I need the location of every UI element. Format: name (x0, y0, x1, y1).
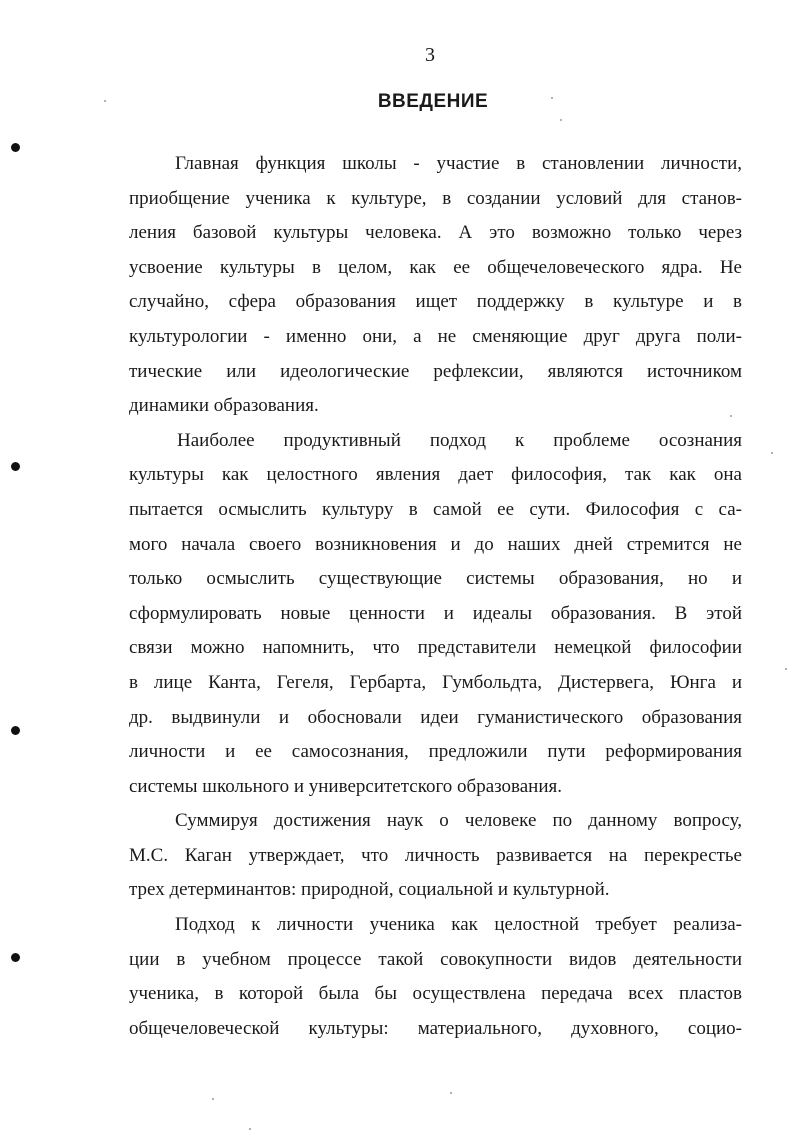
text-line: усвоение культуры в целом, как ее общечеловеческого ядра. Не (129, 256, 742, 278)
text-line: др. выдвинули и обосновали идеи гуманистического образования (129, 706, 742, 728)
text-line: общечеловеческой культуры: материального, духовного, социо- (129, 1017, 742, 1039)
text-line: пытается осмыслить культуру в самой ее сути. Философия с са- (129, 498, 742, 520)
text-line: Подход к личности ученика как целостной требует реализа- (175, 914, 742, 936)
text-line: культуры как целостного явления дает философия, так как она (129, 464, 742, 486)
text-line: Главная функция школы - участие в становлении личности, (175, 153, 742, 174)
text-line: сформулировать новые ценности и идеалы образования. В этой (129, 602, 742, 624)
text-line: в лице Канта, Гегеля, Гербарта, Гумбольдта, Дистервега, Юнга и (129, 671, 742, 693)
scan-speck (450, 1092, 452, 1094)
scan-speck (249, 1128, 251, 1130)
text-line: динамики образования. (129, 395, 319, 417)
binder-hole-mark (11, 953, 20, 962)
text-line: только осмыслить существующие системы образования, но и (129, 568, 742, 590)
paragraph (129, 804, 742, 908)
text-line: Наиболее продуктивный подход к проблеме осознания (177, 429, 742, 451)
text-line: приобщение ученика к культуре, в создании условий для станов- (129, 187, 742, 209)
paragraph (129, 147, 742, 424)
text-line: ученика, в которой была бы осуществлена передача всех пластов (129, 983, 742, 1005)
page-title: ВВЕДЕНИЕ (377, 91, 489, 112)
text-line: ления базовой культуры человека. А это возможно только через (129, 222, 742, 244)
text-line: мого начала своего возникновения и до наших дней стремится не (129, 533, 742, 555)
text-line: тические или идеологические рефлексии, являются источником (129, 360, 742, 382)
text-line: трех детерминантов: природной, социальной и культурной. (129, 879, 610, 901)
text-line: связи можно напомнить, что представители немецкой философии (129, 637, 742, 659)
binder-hole-mark (11, 462, 20, 471)
binder-hole-mark (11, 726, 20, 735)
text-line: личности и ее самосознания, предложили пути реформирования (129, 741, 742, 763)
body-text (129, 147, 742, 1046)
scan-speck (785, 668, 787, 670)
scan-speck (771, 452, 773, 454)
page-number: 3 (425, 44, 435, 66)
scan-speck (560, 119, 562, 121)
paragraph (129, 908, 742, 1046)
scan-speck (212, 1098, 214, 1100)
paragraph (129, 424, 742, 805)
text-line: культурологии - именно они, а не сменяющие друг друга поли- (129, 325, 742, 347)
binder-hole-mark (11, 143, 20, 152)
text-line: М.С. Каган утверждает, что личность развивается на перекрестье (129, 844, 742, 866)
text-line: случайно, сфера образования ищет поддержку в культуре и в (129, 291, 742, 313)
text-line: системы школьного и университетского образования. (129, 775, 563, 797)
text-line: Суммируя достижения наук о человеке по данному вопросу, (175, 810, 742, 832)
text-line: ции в учебном процессе такой совокупности видов деятельности (129, 948, 742, 970)
